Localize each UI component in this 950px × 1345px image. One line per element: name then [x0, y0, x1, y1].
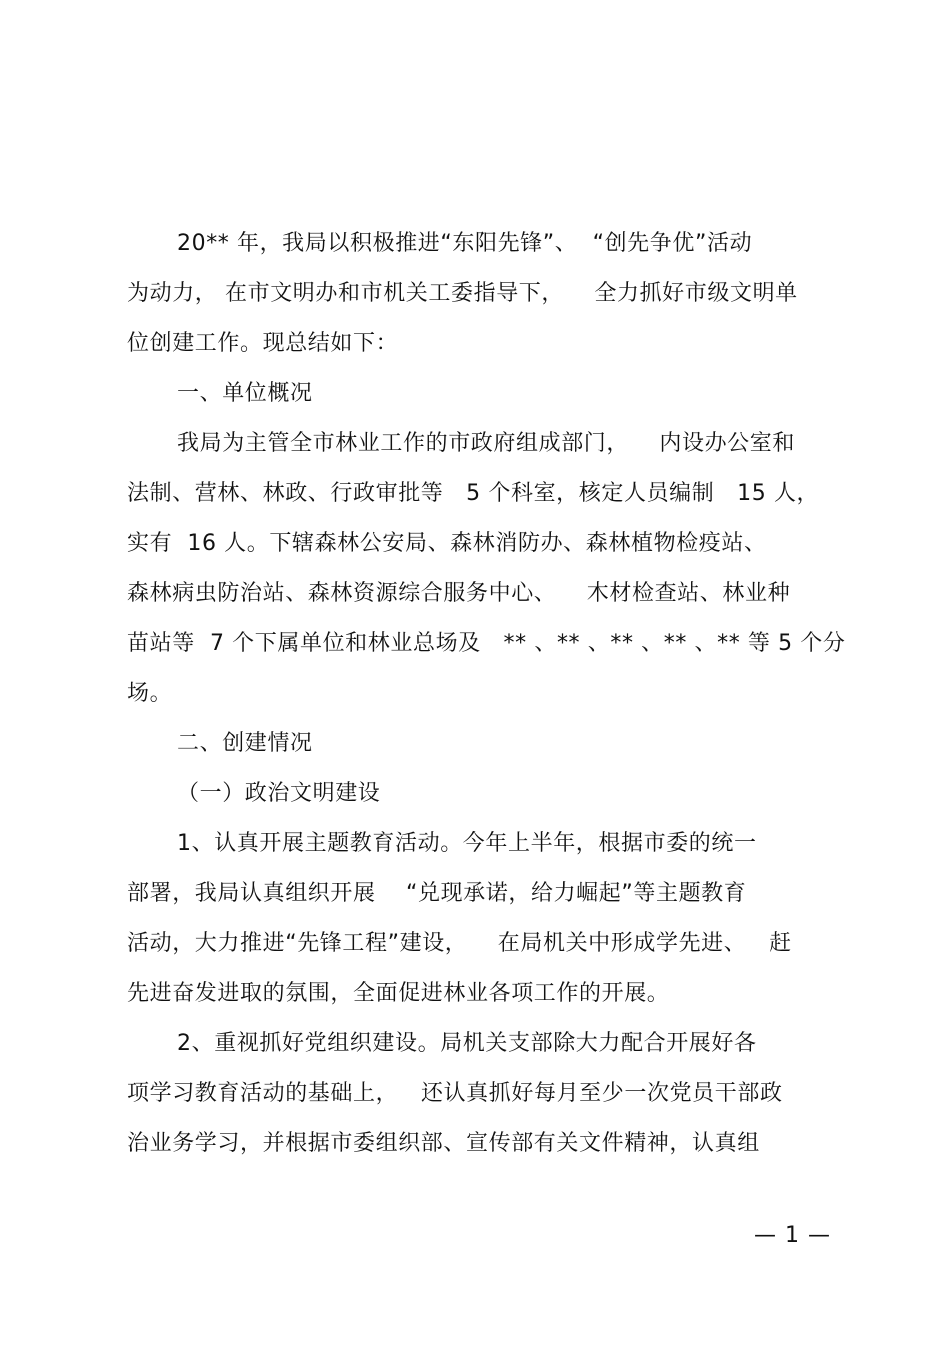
- paragraph-line-1: 20** 年，我局以积极推进“东阳先锋”、 “创先争优”活动: [177, 231, 753, 256]
- paragraph-line-7: 实有 16 人。下辖森林公安局、森林消防办、森林植物检疫站、: [127, 531, 767, 556]
- paragraph-line-10: 场。: [127, 681, 173, 706]
- subsection-heading-political: （一）政治文明建设: [177, 781, 381, 806]
- paragraph-line-16: 先进奋发进取的氛围，全面促进林业各项工作的开展。: [127, 981, 670, 1006]
- paragraph-line-19: 治业务学习，并根据市委组织部、宣传部有关文件精神，认真组: [127, 1131, 760, 1156]
- paragraph-line-8: 森林病虫防治站、森林资源综合服务中心、 木材检查站、林业种: [127, 581, 791, 606]
- paragraph-line-13: 1、认真开展主题教育活动。今年上半年，根据市委的统一: [177, 831, 757, 856]
- section-heading-unit-overview: 一、单位概况: [177, 381, 313, 406]
- paragraph-line-5: 我局为主管全市林业工作的市政府组成部门， 内设办公室和: [177, 431, 795, 456]
- page-number: — 1 —: [754, 1223, 831, 1248]
- paragraph-line-2: 为动力， 在市文明办和市机关工委指导下， 全力抓好市级文明单: [127, 281, 798, 306]
- section-heading-creation-status: 二、创建情况: [177, 731, 313, 756]
- paragraph-line-17: 2、重视抓好党组织建设。局机关支部除大力配合开展好各: [177, 1031, 757, 1056]
- paragraph-line-18: 项学习教育活动的基础上， 还认真抓好每月至少一次党员干部政: [127, 1081, 783, 1106]
- paragraph-line-15: 活动，大力推进“先锋工程”建设， 在局机关中形成学先进、 赶: [127, 931, 792, 956]
- paragraph-line-3: 位创建工作。现总结如下：: [127, 331, 399, 356]
- paragraph-line-9: 苗站等 7 个下属单位和林业总场及 ** 、** 、** 、** 、** 等 5 个分: [127, 631, 846, 656]
- paragraph-line-6: 法制、营林、林政、行政审批等 5 个科室，核定人员编制 15 人，: [127, 481, 820, 506]
- paragraph-line-14: 部署，我局认真组织开展 “兑现承诺，给力崛起”等主题教育: [127, 881, 747, 906]
